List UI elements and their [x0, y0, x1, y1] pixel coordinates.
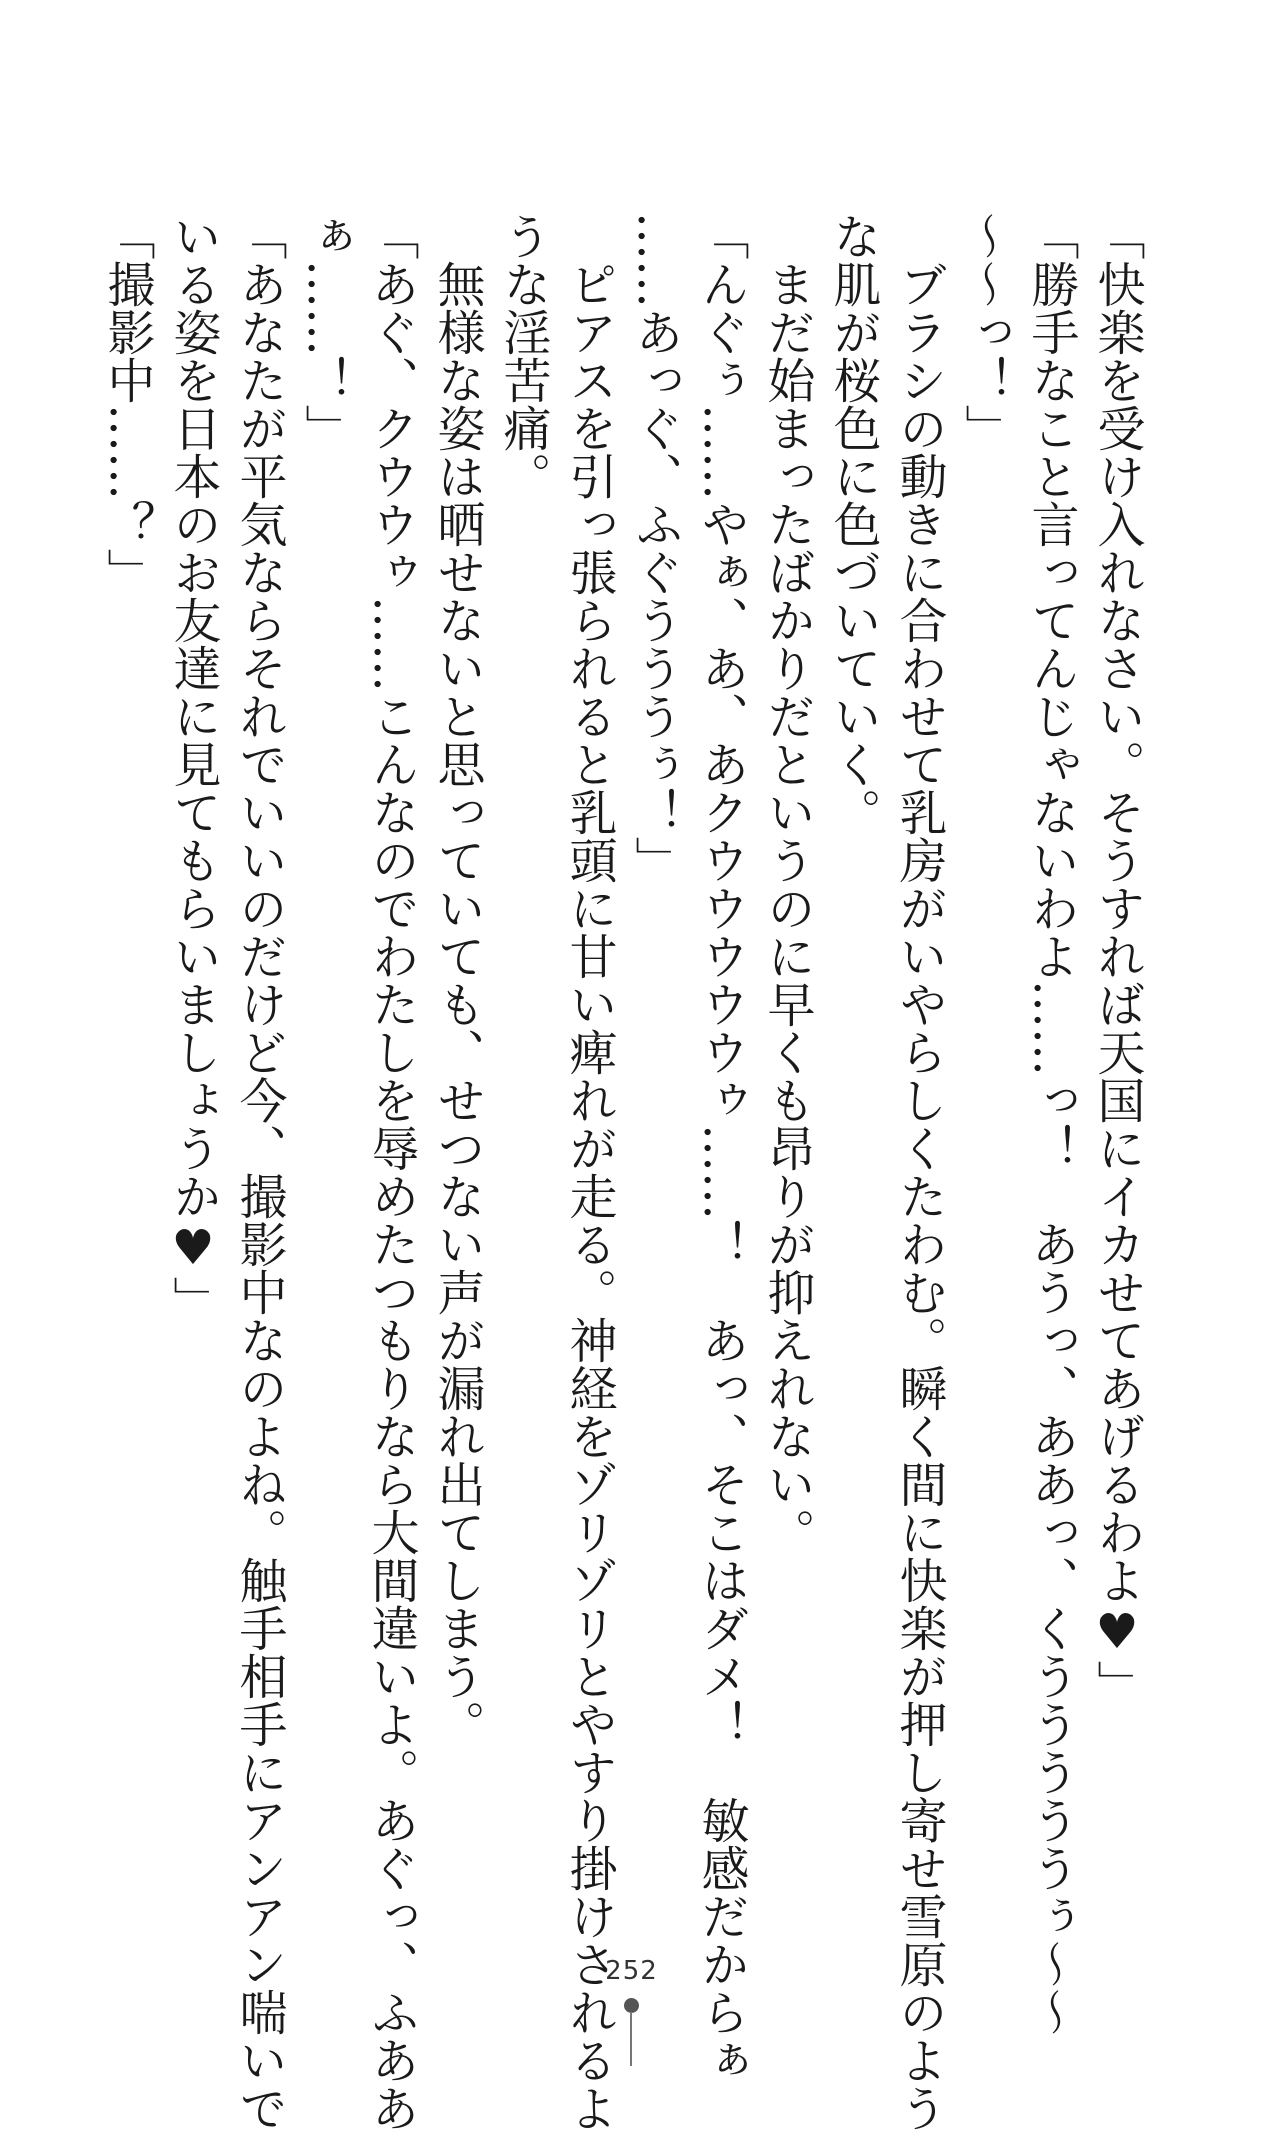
text-line: な肌が桜色に色づいていく。 [825, 212, 881, 836]
text-line: まだ始まったばかりだというのに早くも昂りが抑えれない。 [759, 212, 815, 1556]
text-line: 「勝手なこと言ってんじゃないわよ……っ！ あうっ、ああっ、くうううううぅ〜〜 [1023, 212, 1079, 2036]
text-line: 「あぐ、クウウゥ……こんなのでわたしを辱めたつもりなら大間違いよ。あぐっ、ふああ [363, 212, 419, 2132]
text-line: 「んぐぅ……やぁ、あ、あクウウウウウゥ……！ あっ、そこはダメ！ 敏感だからぁ [693, 212, 749, 2084]
text-line: うな淫苦痛。 [495, 212, 551, 500]
text-line: 「あなたが平気ならそれでいいのだけど今、撮影中なのよね。触手相手にアンアン喘いで [231, 212, 287, 2132]
page-marker-line [630, 2012, 632, 2066]
text-line: 「撮影中……？」 [99, 212, 155, 596]
text-line: いる姿を日本のお友達に見てもらいましょうか♥」 [165, 212, 221, 1324]
text-line: ぁ……！」 [297, 212, 353, 452]
page-number: 252 [605, 1956, 658, 1986]
text-line: 無様な姿は晒せないと思っていても、せつない声が漏れ出てしまう。 [429, 212, 485, 1748]
text-line: ブラシの動きに合わせて乳房がいやらしくたわむ。瞬く間に快楽が押し寄せ雪原のよう [891, 212, 947, 2132]
text-line: 「快楽を受け入れなさい。そうすれば天国にイカせてあげるわよ♥」 [1089, 212, 1145, 1708]
text-line: ……あっぐ、ふぐうううぅ！」 [627, 212, 683, 884]
text-line: ピアスを引っ張られると乳頭に甘い痺れが走る。神経をゾリゾリとやすり掛けされるよ [561, 212, 617, 2132]
page-marker-dot-icon [624, 1998, 639, 2013]
text-line: 〜〜っ！」 [957, 212, 1013, 452]
